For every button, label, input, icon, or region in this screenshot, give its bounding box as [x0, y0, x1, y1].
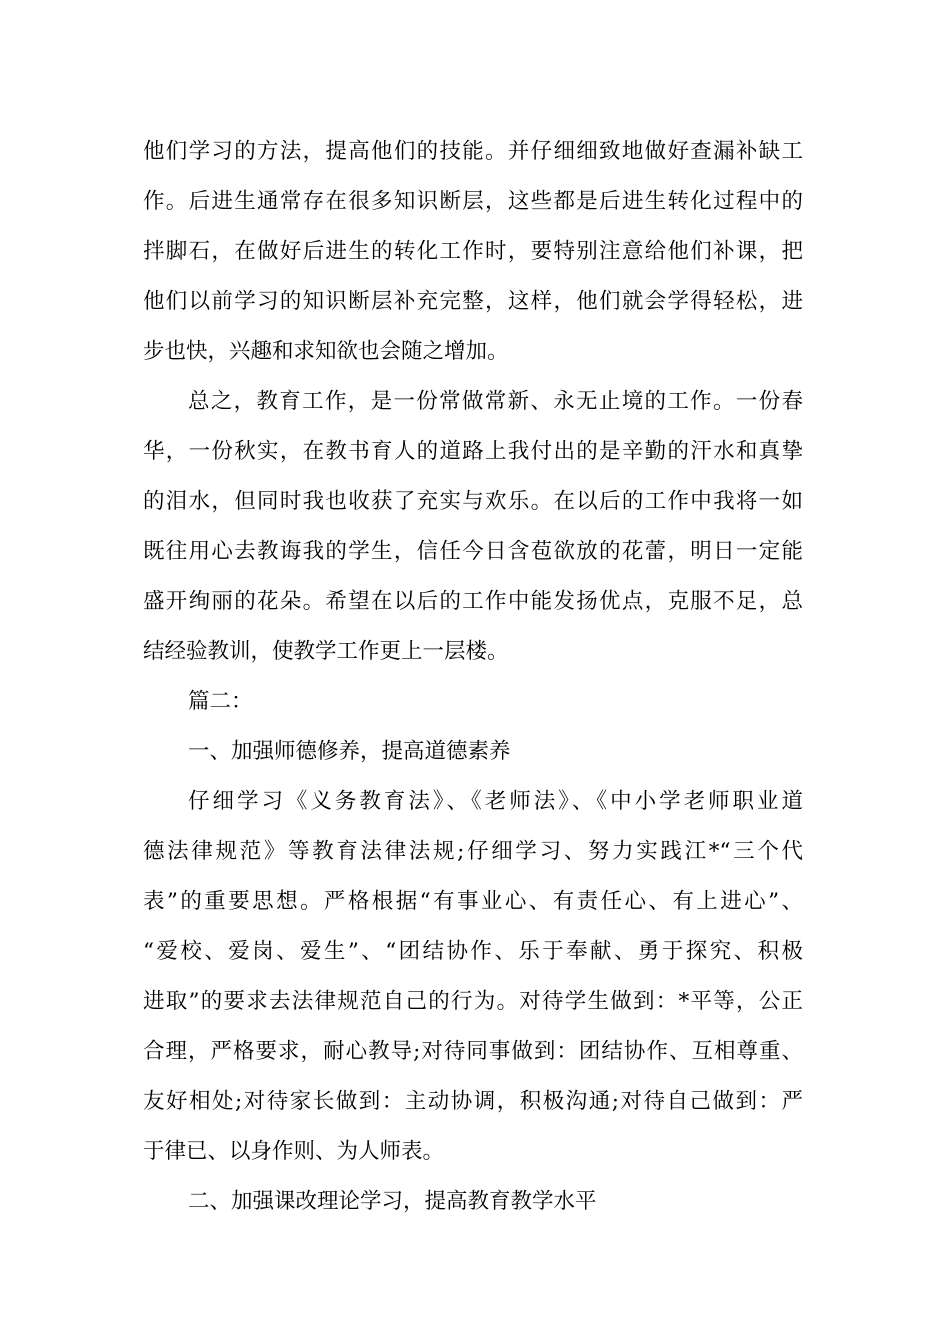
paragraph-line: 作。后进生通常存在很多知识断层，这些都是后进生转化过程中的	[143, 189, 803, 214]
paragraph-line: 友好相处;对待家长做到：主动协调，积极沟通;对待自己做到：严	[143, 1089, 803, 1114]
paragraph-line: 盛开绚丽的花朵。希望在以后的工作中能发扬优点，克服不足，总	[143, 589, 803, 614]
section-label: 篇二：	[188, 689, 253, 714]
paragraph-line: 华，一份秋实，在教书育人的道路上我付出的是辛勤的汗水和真挚	[143, 439, 803, 464]
paragraph-line: 步也快，兴趣和求知欲也会随之增加。	[143, 339, 509, 364]
paragraph-line: 结经验教训，使教学工作更上一层楼。	[143, 639, 509, 664]
section-heading: 二、加强课改理论学习，提高教育教学水平	[188, 1189, 597, 1214]
section-heading: 一、加强师德修养，提高道德素养	[188, 739, 511, 764]
paragraph-line: 进取”的要求去法律规范自己的行为。对待学生做到：*平等，公正	[143, 989, 803, 1014]
paragraph-line: 总之，教育工作，是一份常做常新、永无止境的工作。一份春	[188, 389, 803, 414]
paragraph-line: 他们以前学习的知识断层补充完整，这样，他们就会学得轻松，进	[143, 289, 803, 314]
paragraph-line: 于律已、以身作则、为人师表。	[143, 1139, 445, 1164]
paragraph-line: 表”的重要思想。严格根据“有事业心、有责任心、有上进心”、	[143, 889, 803, 914]
paragraph-line: 他们学习的方法，提高他们的技能。并仔细细致地做好查漏补缺工	[143, 139, 803, 164]
paragraph-line: 既往用心去教诲我的学生，信任今日含苞欲放的花蕾，明日一定能	[143, 539, 803, 564]
paragraph-line: 合理，严格要求，耐心教导;对待同事做到：团结协作、互相尊重、	[143, 1039, 803, 1064]
paragraph-line: 仔细学习《义务教育法》、《老师法》、《中小学老师职业道	[188, 789, 803, 814]
paragraph-line: 德法律规范》等教育法律法规;仔细学习、努力实践江*“三个代	[143, 839, 803, 864]
paragraph-line: “爱校、爱岗、爱生”、“团结协作、乐于奉献、勇于探究、积极	[143, 939, 803, 964]
paragraph-line: 的泪水，但同时我也收获了充实与欢乐。在以后的工作中我将一如	[143, 489, 803, 514]
paragraph-line: 拌脚石，在做好后进生的转化工作时，要特别注意给他们补课，把	[143, 239, 803, 264]
